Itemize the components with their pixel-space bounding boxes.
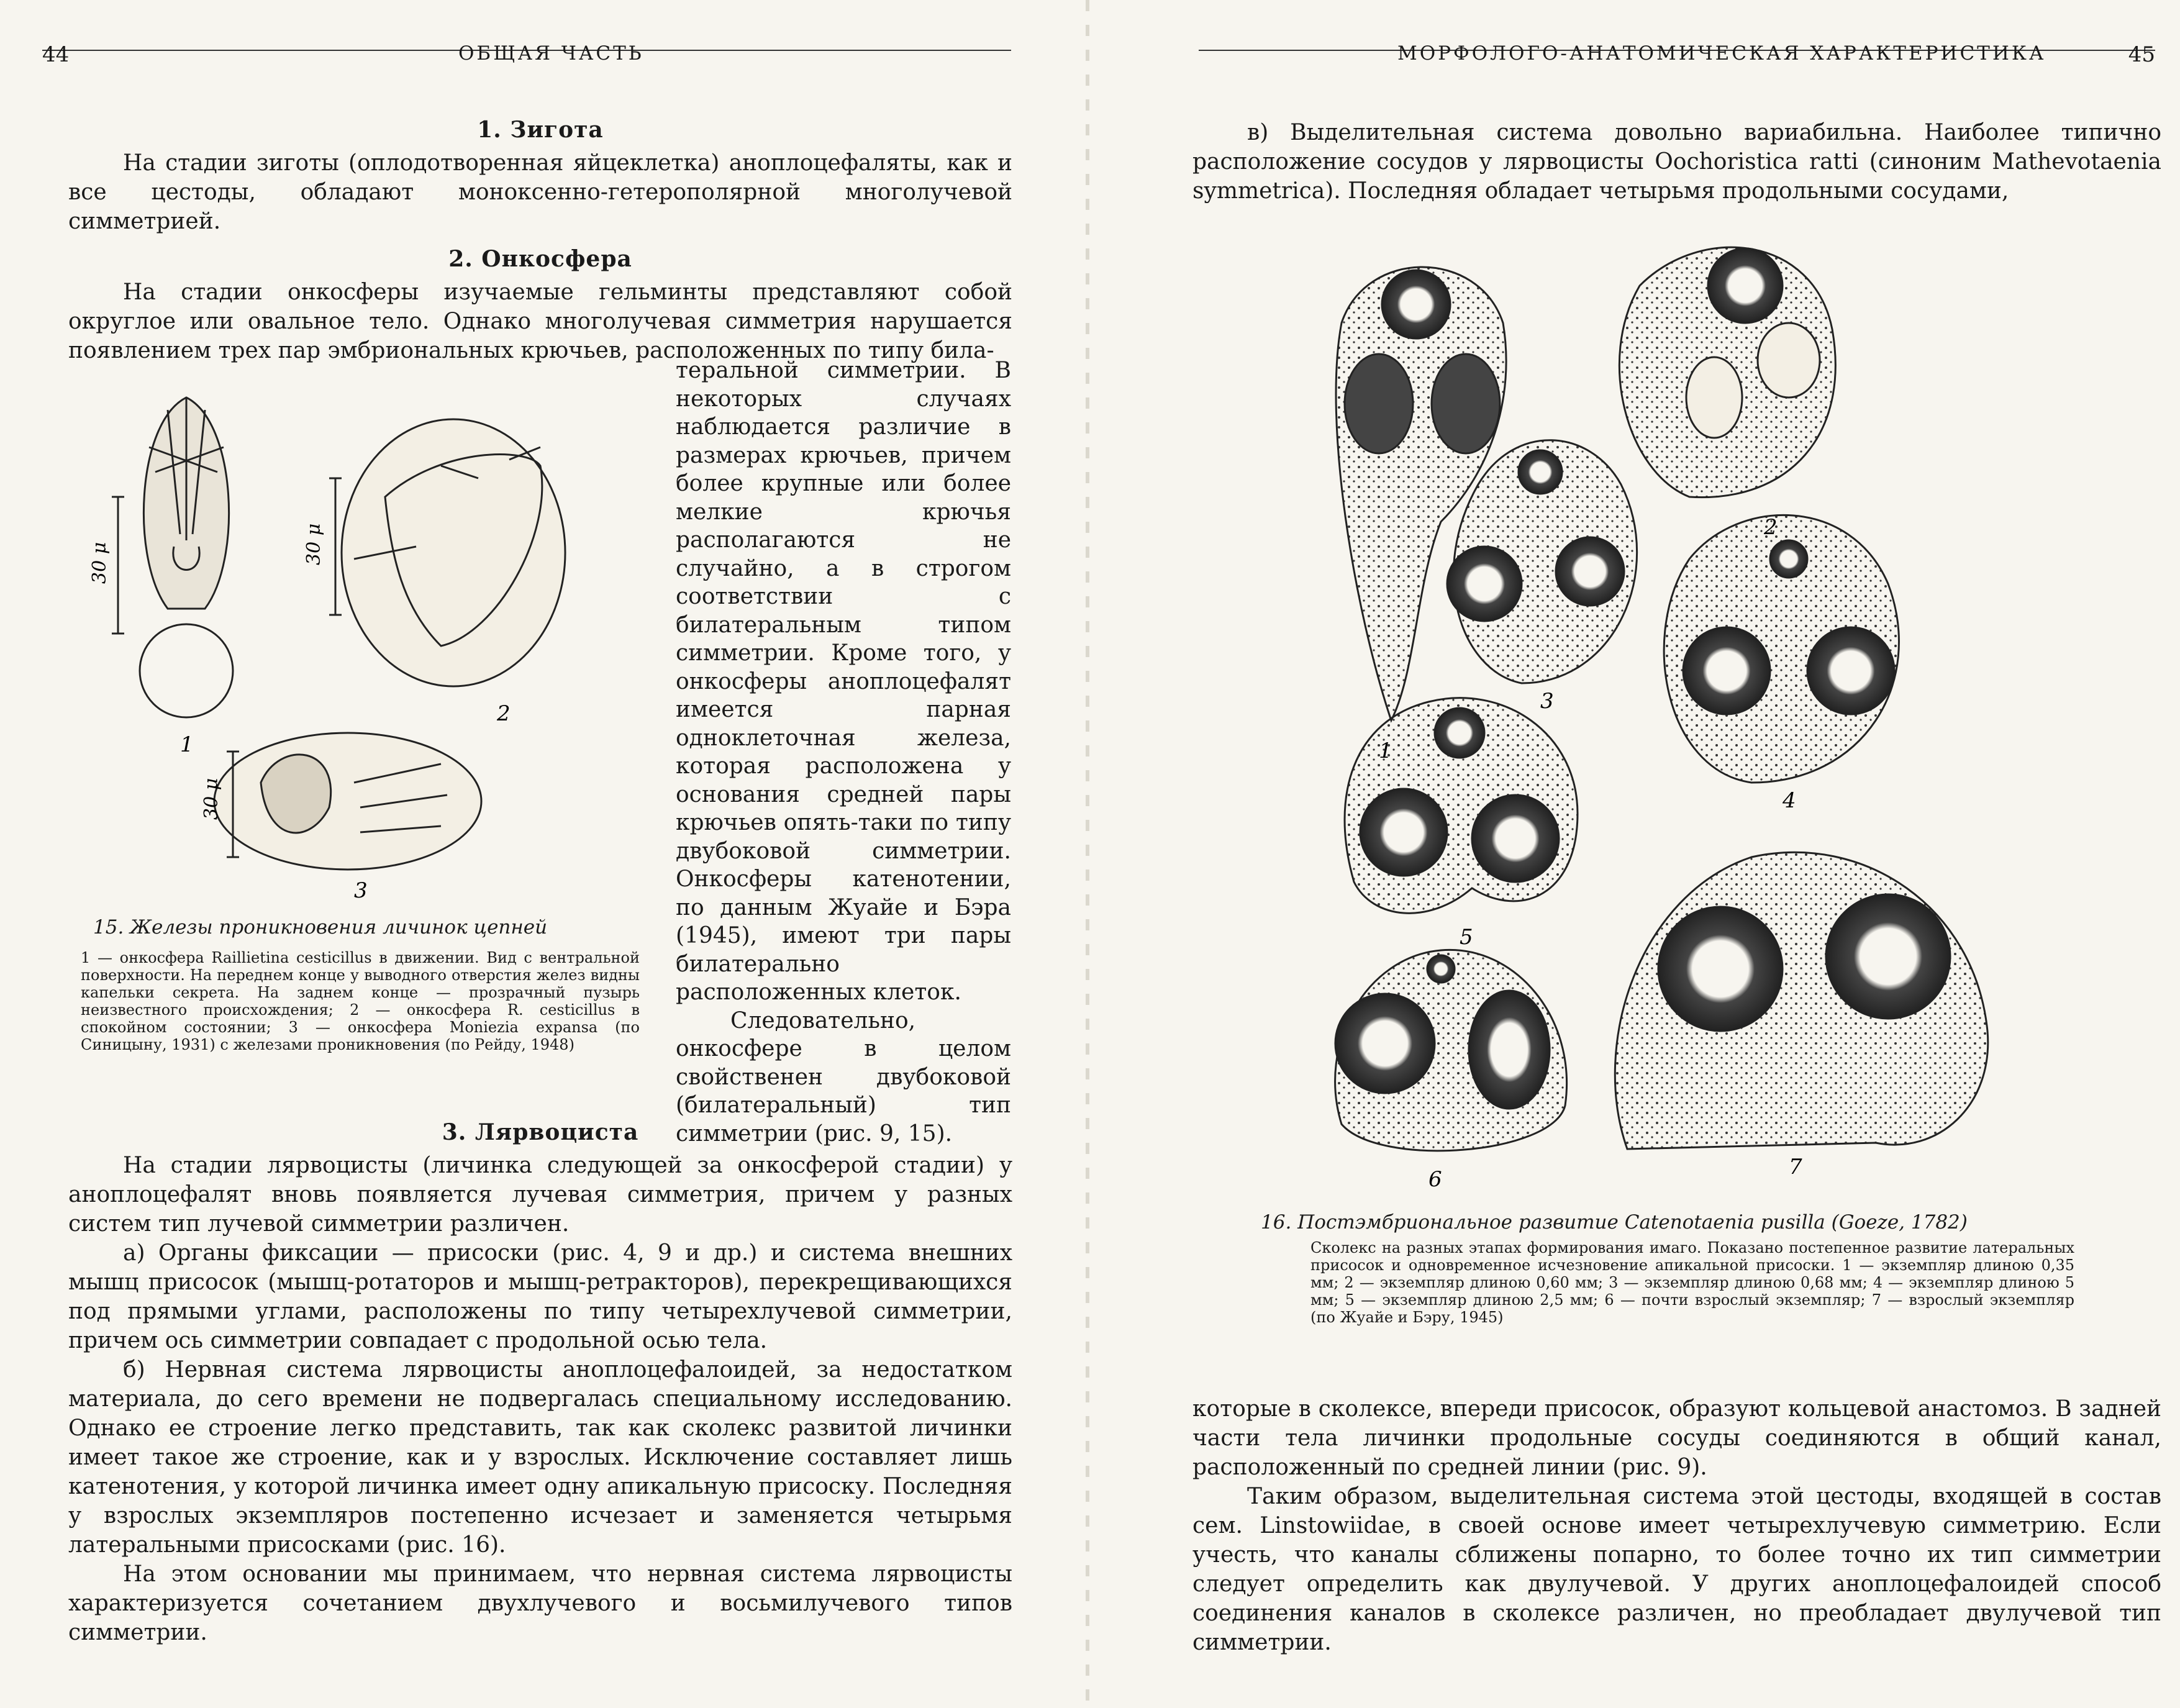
section-1-text: На стадии зиготы (оплодотворенная яйцеклетка) аноплоцефаляты, как и все цестоды, обладают моноксенно-гетерополярной многолучевой симметрией. <box>68 150 1012 234</box>
fig16-specimen-2 <box>1619 247 1835 497</box>
figure-16 <box>1317 236 2099 1205</box>
section-2-title: 2. Онкосфера <box>448 246 632 272</box>
figure-15 <box>89 373 652 907</box>
section-2-text-a: На стадии онкосферы изучаемые гельминты представляют собой округлое или овальное тело. Однако многолучевая симметрия нарушается появлением трех пар эмбриональных крючьев, расположенных по типу била- <box>68 279 1012 363</box>
para-excretory-system: в) Выделительная система довольно вариабильна. Наиболее типично расположение сосудов у лярвоцисты Oochoristica ratti (синоним Mathevotaenia symmetrica). Последняя обладает четырьмя продольными сосудами, <box>1192 120 2161 204</box>
section-2-text-c: Следовательно, онкосфере в целом свойственен двубоковой (билатеральный) тип симметрии (рис. 9, 15). <box>676 1007 1011 1147</box>
fig16-specimen-5 <box>1345 698 1578 914</box>
fig15-scale-1 <box>112 497 124 634</box>
page-number-right: 45 <box>2128 42 2155 67</box>
left-top-column <box>68 111 1012 365</box>
fig15-scale-2 <box>329 478 342 615</box>
page-number-left: 44 <box>42 42 70 67</box>
right-bottom-column <box>1192 1394 2161 1657</box>
section-1-title: 1. Зигота <box>477 117 604 143</box>
fig15-note: 1 — онкосфера Raillietina cesticillus в движении. Вид с вентральной поверхности. На переднем конце у выводного отверстия желез видны капельки секрета. На заднем конце — прозрачный пузырь неизвестного происхождения; 2 — онкосфера R. cesticillus в спокойном состоянии; 3 — онкосфера Moniezia expansa (по Синицыну, 1931) с железами проникновения (по Рейду, 1948) <box>81 949 640 1053</box>
fig15-label-1: 1 <box>180 732 194 757</box>
fig16-number: 16. <box>1261 1211 1292 1233</box>
fig15-scale-label-1: 30 μ <box>89 542 111 584</box>
fig16-specimen-7 <box>1615 852 1987 1149</box>
running-head-right <box>1199 42 2155 67</box>
fig15-label-3: 3 <box>354 878 368 903</box>
fig16-label-6: 6 <box>1428 1167 1442 1192</box>
fig15-label-2: 2 <box>497 701 511 726</box>
running-head-title-right: МОРФОЛОГО-АНАТОМИЧЕСКАЯ ХАРАКТЕРИСТИКА <box>1397 42 2046 65</box>
right-page <box>1093 0 2180 1708</box>
fig16-note: Сколекс на разных этапах формирования имаго. Показано постепенное развитие латеральных присосок и одновременное исчезновение апикальной присоски. 1 — экземпляр длиною 0,35 мм; 2 — экземпляр длиною 0,60 мм; 3 — экземпляр длиною 0,68 мм; 4 — экземпляр длиною 5 мм; 5 — экземпляр длиною 2,5 мм; 6 — почти взрослый экземпляр; 7 — взрослый экземпляр (по Жуайе и Бэру, 1945) <box>1310 1239 2074 1326</box>
fig16-specimen-6 <box>1335 950 1567 1150</box>
page-gutter <box>1086 0 1089 1708</box>
fig15-scale-label-3: 30 μ <box>201 778 222 820</box>
fig15-oncosphere-1 <box>140 397 233 717</box>
fig15-title: Железы проникновения личинок цепней <box>130 916 548 938</box>
right-top-column <box>1192 118 2161 206</box>
fig15-caption <box>93 916 652 938</box>
left-narrow-column <box>676 357 1011 1148</box>
section-3-para-2: а) Органы фиксации — присоски (рис. 4, 9 и др.) и система внешних мышц присосок (мышц-ротаторов и мышц-ретракторов), перекрещивающихся под прямыми углами, расположены по типу четырехлучевой симметрии, причем ось симметрии совпадает с продольной осью тела. <box>68 1240 1012 1353</box>
fig15-oncosphere-2 <box>342 419 565 686</box>
fig15-scale-label-2: 30 μ <box>303 523 325 565</box>
fig16-label-4: 4 <box>1783 788 1796 813</box>
running-head-title-left: ОБЩАЯ ЧАСТЬ <box>458 42 644 65</box>
fig16-caption <box>1261 1211 2130 1233</box>
para-continued: которые в сколексе, впереди присосок, образуют кольцевой анастомоз. В задней части тела личинки продольные сосуды соединяются в общий канал, расположенный по средней линии (рис. 9). <box>1192 1396 2161 1480</box>
running-head-left <box>42 42 1011 67</box>
para-final: Таким образом, выделительная система этой цестоды, входящей в состав сем. Linstowiidae, в своей основе имеет четырехлучевую симметрию. Если учесть, что каналы сближены попарно, то более точно их тип симметрии следует определить как двулучевой. У других аноплоцефалоидей способ соединения каналов в сколексе различен, но преобладает двулучевой тип симметрии. <box>1192 1484 2161 1655</box>
section-3-para-4: На этом основании мы принимаем, что нервная система лярвоцисты характеризуется сочетанием двухлучевого и восьмилучевого типов симметрии. <box>68 1561 1012 1645</box>
fig16-label-3: 3 <box>1540 689 1554 714</box>
left-bottom-column <box>68 1113 1012 1647</box>
section-2-text-b: теральной симметрии. В некоторых случаях наблюдается различие в размерах крючьев, причем более крупные или более мелкие крючья располагаются не случайно, а в строгом соответствии с билатеральным типом симметрии. Кроме того, у онкосферы аноплоцефалят имеется парная одноклеточная железа, которая расположена у основания средней пары крючьев опять-таки по типу двубоковой симметрии. Онкосферы катенотении, по данным Жуайе и Бэра (1945), имеют три пары билатерально расположенных клеток. <box>676 358 1011 1005</box>
section-3-para-3: б) Нервная система лярвоцисты аноплоцефалоидей, за недостатком материала, до сего времени не подвергалась специальному исследованию. Однако ее строение легко представить, так как сколекс развитой личинки имеет такое же строение, как и у взрослых. Исключение составляет лишь катенотения, у которой личинка имеет одну апикальную присоску. Последняя у взрослых экземпляров постепенно исчезает и заменяется четырьмя латеральными присосками (рис. 16). <box>68 1357 1012 1558</box>
fig16-title: Постэмбриональное развитие Catenotaenia pusilla (Goeze, 1782) <box>1297 1211 1968 1233</box>
section-3-title: 3. Лярвоциста <box>442 1119 639 1145</box>
fig15-number: 15. <box>93 916 124 938</box>
fig16-label-5: 5 <box>1460 925 1473 950</box>
fig16-specimen-4 <box>1664 515 1899 783</box>
fig15-oncosphere-3 <box>214 733 481 870</box>
fig16-label-7: 7 <box>1789 1155 1802 1179</box>
left-page <box>0 0 1087 1708</box>
section-3-para-1: На стадии лярвоцисты (личинка следующей за онкосферой стадии) у аноплоцефалят вновь появляется лучевая симметрия, причем у разных систем тип лучевой симметрии различен. <box>68 1153 1012 1237</box>
